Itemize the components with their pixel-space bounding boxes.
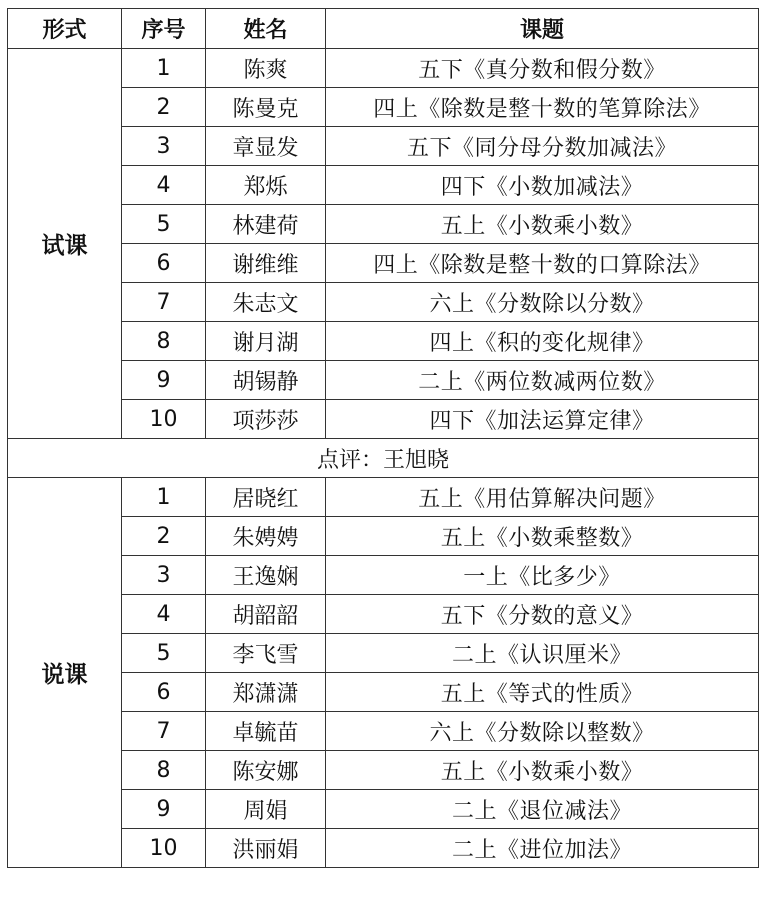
row-number: 6 — [122, 673, 206, 712]
row-number: 4 — [122, 595, 206, 634]
row-number: 1 — [122, 478, 206, 517]
lesson-topic: 六上《分数除以整数》 — [326, 712, 759, 751]
row-number: 3 — [122, 127, 206, 166]
lesson-topic: 六上《分数除以分数》 — [326, 283, 759, 322]
teacher-name: 胡锡静 — [206, 361, 326, 400]
row-number: 8 — [122, 751, 206, 790]
row-number: 4 — [122, 166, 206, 205]
lesson-topic: 一上《比多少》 — [326, 556, 759, 595]
row-number: 8 — [122, 322, 206, 361]
teacher-name: 陈安娜 — [206, 751, 326, 790]
teacher-name: 林建荷 — [206, 205, 326, 244]
group-label: 试课 — [8, 49, 122, 439]
row-number: 5 — [122, 634, 206, 673]
row-number: 9 — [122, 361, 206, 400]
lesson-topic: 二上《退位减法》 — [326, 790, 759, 829]
schedule-table — [7, 8, 759, 868]
teacher-name: 周娟 — [206, 790, 326, 829]
row-number: 10 — [122, 400, 206, 439]
row-number: 3 — [122, 556, 206, 595]
lesson-topic: 五上《小数乘小数》 — [326, 205, 759, 244]
teacher-name: 谢维维 — [206, 244, 326, 283]
table-row — [8, 49, 759, 88]
comment-row — [8, 439, 759, 478]
row-number: 6 — [122, 244, 206, 283]
lesson-topic: 五上《等式的性质》 — [326, 673, 759, 712]
teacher-name: 王逸娴 — [206, 556, 326, 595]
header-name: 姓名 — [206, 9, 326, 49]
lesson-topic: 四上《除数是整十数的口算除法》 — [326, 244, 759, 283]
teacher-name: 陈曼克 — [206, 88, 326, 127]
teacher-name: 郑潇潇 — [206, 673, 326, 712]
row-number: 1 — [122, 49, 206, 88]
comment-section — [8, 439, 759, 478]
header-topic: 课题 — [326, 9, 759, 49]
teacher-name: 居晓红 — [206, 478, 326, 517]
group-label: 说课 — [8, 478, 122, 868]
row-number: 10 — [122, 829, 206, 868]
header-row — [8, 9, 759, 49]
row-number: 7 — [122, 283, 206, 322]
header-number: 序号 — [122, 9, 206, 49]
row-number: 7 — [122, 712, 206, 751]
lesson-topic: 五下《分数的意义》 — [326, 595, 759, 634]
teacher-name: 洪丽娟 — [206, 829, 326, 868]
row-number: 2 — [122, 88, 206, 127]
trial-lesson-group — [8, 49, 759, 439]
lesson-topic: 四下《小数加减法》 — [326, 166, 759, 205]
teacher-name: 卓毓苗 — [206, 712, 326, 751]
lesson-topic: 二上《认识厘米》 — [326, 634, 759, 673]
teacher-name: 郑烁 — [206, 166, 326, 205]
lesson-topic: 四上《积的变化规律》 — [326, 322, 759, 361]
lesson-topic: 五上《小数乘整数》 — [326, 517, 759, 556]
row-number: 2 — [122, 517, 206, 556]
lesson-topic: 五下《同分母分数加减法》 — [326, 127, 759, 166]
lesson-topic: 二上《进位加法》 — [326, 829, 759, 868]
lesson-topic: 四上《除数是整十数的笔算除法》 — [326, 88, 759, 127]
teacher-name: 胡韶韶 — [206, 595, 326, 634]
teacher-name: 章显发 — [206, 127, 326, 166]
table-row — [8, 478, 759, 517]
row-number: 5 — [122, 205, 206, 244]
teacher-name: 朱娉娉 — [206, 517, 326, 556]
lesson-topic: 二上《两位数减两位数》 — [326, 361, 759, 400]
comment-cell: 点评：王旭晓 — [8, 439, 759, 478]
teacher-name: 陈爽 — [206, 49, 326, 88]
lesson-topic: 五上《小数乘小数》 — [326, 751, 759, 790]
row-number: 9 — [122, 790, 206, 829]
header-form: 形式 — [8, 9, 122, 49]
teacher-name: 项莎莎 — [206, 400, 326, 439]
lesson-topic: 四下《加法运算定律》 — [326, 400, 759, 439]
teacher-name: 李飞雪 — [206, 634, 326, 673]
teacher-name: 朱志文 — [206, 283, 326, 322]
lesson-talk-group — [8, 478, 759, 868]
lesson-topic: 五上《用估算解决问题》 — [326, 478, 759, 517]
lesson-topic: 五下《真分数和假分数》 — [326, 49, 759, 88]
teacher-name: 谢月湖 — [206, 322, 326, 361]
